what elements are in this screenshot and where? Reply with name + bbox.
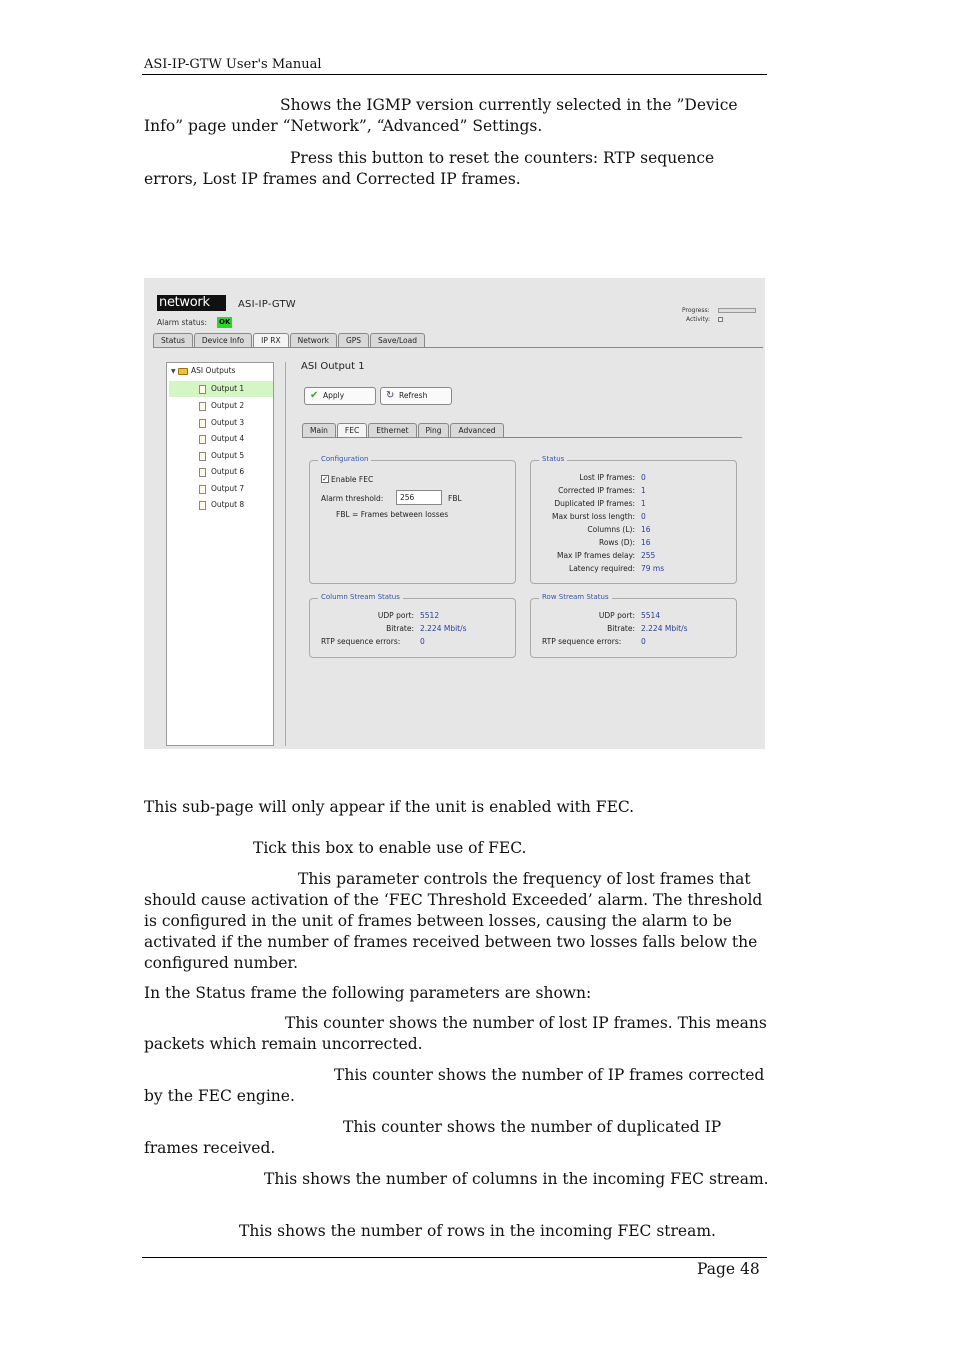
panel-separator[interactable]	[285, 362, 286, 746]
tree-item-output-1[interactable]	[169, 381, 273, 397]
document-icon	[199, 468, 206, 477]
status-row	[531, 536, 731, 549]
tab-save-load[interactable]: Save/Load	[370, 333, 425, 347]
tab-network[interactable]: Network	[290, 333, 337, 347]
subpage-paragraph: This sub-page will only appear if the unit is enabled with FEC.	[144, 798, 635, 816]
document-icon	[199, 385, 206, 394]
duplicated-text: This counter shows the number of duplicated IP frames received.	[144, 1118, 722, 1157]
status-key: Duplicated IP frames:	[554, 499, 635, 508]
configuration-group	[309, 455, 516, 584]
apply-label: Apply	[323, 391, 345, 400]
status-value: 0	[641, 473, 646, 482]
output-sub-tabs	[302, 423, 505, 437]
refresh-button[interactable]	[380, 387, 452, 405]
document-icon	[199, 402, 206, 411]
columns-paragraph	[144, 1169, 769, 1190]
tab-fec[interactable]: FEC	[337, 423, 367, 437]
fec-screenshot	[144, 278, 765, 749]
status-legend: Status	[539, 455, 567, 463]
tree-root[interactable]	[171, 366, 235, 375]
status-row	[531, 562, 731, 575]
product-name: ASI-IP-GTW	[238, 299, 296, 310]
tree-item-label: Output 4	[211, 434, 245, 443]
lost-paragraph	[144, 1013, 769, 1055]
tick-text: Tick this box to enable use of FEC.	[253, 839, 527, 857]
document-icon	[199, 419, 206, 428]
document-icon	[199, 485, 206, 494]
stream-key: RTP sequence errors:	[542, 637, 622, 646]
tree-item-label: Output 6	[211, 467, 245, 476]
status-key: Max burst loss length:	[551, 512, 635, 521]
status-key: Lost IP frames:	[579, 473, 635, 482]
alarm-threshold-unit: FBL	[448, 494, 462, 503]
reset-paragraph	[144, 148, 769, 190]
tree-item-output-2[interactable]	[169, 398, 273, 414]
duplicated-paragraph	[144, 1117, 769, 1159]
tree-item-label: Output 2	[211, 401, 245, 410]
document-icon	[199, 452, 206, 461]
lost-text: This counter shows the number of lost IP frames. This means packets which remain uncorrected.	[144, 1014, 767, 1053]
tab-status[interactable]: Status	[153, 333, 193, 347]
activity-indicator	[718, 317, 723, 322]
document-icon	[199, 501, 206, 510]
stream-key: UDP port:	[377, 611, 414, 620]
status-group	[530, 455, 737, 584]
tab-ip-rx[interactable]: IP RX	[253, 333, 288, 347]
status-row	[531, 471, 731, 484]
stream-key: Bitrate:	[607, 624, 635, 633]
status-row	[531, 510, 731, 523]
refresh-icon: ↻	[386, 390, 395, 401]
status-key: Columns (L):	[587, 525, 635, 534]
column-stream-row	[310, 622, 510, 635]
alarm-threshold-label: Alarm threshold:	[321, 494, 384, 503]
configuration-legend: Configuration	[318, 455, 371, 463]
expand-triangle-icon[interactable]: ▼	[171, 368, 176, 375]
column-stream-row	[310, 635, 510, 648]
status-row	[531, 523, 731, 536]
columns-text: This shows the number of columns in the incoming FEC stream.	[264, 1170, 769, 1188]
output-tree	[166, 362, 274, 746]
column-stream-row	[310, 609, 510, 622]
tree-item-label: Output 8	[211, 500, 245, 509]
progress-bar	[718, 308, 756, 313]
running-header: ASI-IP-GTW User's Manual	[144, 57, 322, 72]
tree-item-output-8[interactable]	[169, 497, 273, 513]
status-value: 255	[641, 551, 656, 560]
enable-fec-checkbox[interactable]: ✓	[322, 475, 328, 483]
output-title: ASI Output 1	[301, 361, 365, 372]
tab-ethernet[interactable]: Ethernet	[368, 423, 416, 437]
status-row	[531, 497, 731, 510]
document-icon	[199, 435, 206, 444]
threshold-text: This parameter controls the frequency of lost frames that should cause activation of the ‘FEC Threshold Exceeded’ alarm. The threshold is configured in the unit of frames between losses, causing the alarm to be activated if the number of frames received between two losses falls below the configured number.	[144, 870, 763, 972]
row-stream-legend: Row Stream Status	[539, 593, 612, 601]
alarm-threshold-input[interactable]: 256	[396, 490, 442, 505]
apply-button[interactable]	[304, 387, 376, 405]
tab-main[interactable]: Main	[302, 423, 336, 437]
tab-gps[interactable]: GPS	[338, 333, 369, 347]
corrected-paragraph	[144, 1065, 769, 1107]
status-value: 16	[641, 538, 651, 547]
status-value: 1	[641, 486, 646, 495]
tree-item-label: Output 7	[211, 484, 245, 493]
tab-divider	[153, 347, 763, 348]
stream-value: 0	[420, 637, 425, 646]
tree-root-label: ASI Outputs	[191, 366, 236, 375]
stream-value: 2.224 Mbit/s	[420, 624, 467, 633]
tab-advanced[interactable]: Advanced	[450, 423, 503, 437]
footer-rule	[142, 1257, 767, 1258]
header-rule	[142, 74, 767, 75]
status-value: 1	[641, 499, 646, 508]
stream-key: RTP sequence errors:	[321, 637, 401, 646]
alarm-status-label: Alarm status:	[157, 318, 208, 327]
rows-text: This shows the number of rows in the incoming FEC stream.	[239, 1222, 716, 1240]
column-stream-group	[309, 593, 516, 658]
igmp-text: Shows the IGMP version currently selected in the ”Device Info” page under “Network”, “Advanced” Settings.	[144, 96, 738, 135]
row-stream-row	[531, 622, 731, 635]
status-intro-paragraph: In the Status frame the following parameters are shown:	[144, 984, 592, 1002]
corrected-text: This counter shows the number of IP frames corrected by the FEC engine.	[144, 1066, 765, 1105]
status-key: Max IP frames delay:	[556, 551, 635, 560]
activity-label: Activity:	[686, 316, 711, 323]
main-tabs	[153, 333, 426, 347]
reset-text: Press this button to reset the counters: RTP sequence errors, Lost IP frames and Corrected IP frames.	[144, 149, 715, 188]
tab-ping[interactable]: Ping	[418, 423, 450, 437]
stream-value: 5514	[641, 611, 661, 620]
tick-paragraph	[144, 838, 769, 859]
stream-value: 5512	[420, 611, 440, 620]
tree-item-output-6[interactable]	[169, 464, 273, 480]
status-key: Latency required:	[569, 564, 635, 573]
status-value: 0	[641, 512, 646, 521]
fbl-note: FBL = Frames between losses	[336, 510, 449, 519]
row-stream-row	[531, 635, 731, 648]
row-stream-row	[531, 609, 731, 622]
status-key: Rows (D):	[598, 538, 635, 547]
checkmark-icon: ✔	[310, 390, 319, 401]
stream-value: 0	[641, 637, 646, 646]
stream-value: 2.224 Mbit/s	[641, 624, 688, 633]
progress-label: Progress:	[682, 307, 710, 314]
status-key: Corrected IP frames:	[558, 486, 635, 495]
tree-item-output-5[interactable]	[169, 448, 273, 464]
tree-item-output-3[interactable]	[169, 415, 273, 431]
refresh-label: Refresh	[399, 391, 428, 400]
threshold-paragraph	[144, 869, 769, 974]
status-row	[531, 484, 731, 497]
rows-paragraph	[144, 1221, 769, 1242]
tree-item-label: Output 3	[211, 418, 245, 427]
tree-item-label: Output 1	[211, 384, 245, 393]
tree-item-output-7[interactable]	[169, 481, 273, 497]
column-stream-legend: Column Stream Status	[318, 593, 403, 601]
sub-tab-divider	[302, 437, 742, 438]
network-logo: network	[157, 295, 226, 311]
status-value: 16	[641, 525, 651, 534]
tree-item-label: Output 5	[211, 451, 245, 460]
status-row	[531, 549, 731, 562]
enable-fec-label: Enable FEC	[331, 475, 374, 484]
tree-item-output-4[interactable]	[169, 431, 273, 447]
folder-icon	[178, 368, 188, 375]
tab-device-info[interactable]: Device Info	[194, 333, 252, 347]
stream-key: Bitrate:	[386, 624, 414, 633]
stream-key: UDP port:	[598, 611, 635, 620]
status-value: 79 ms	[641, 564, 665, 573]
igmp-paragraph	[144, 95, 769, 137]
page-number: Page 48	[697, 1260, 760, 1278]
row-stream-group	[530, 593, 737, 658]
alarm-status-badge: OK	[219, 318, 231, 326]
